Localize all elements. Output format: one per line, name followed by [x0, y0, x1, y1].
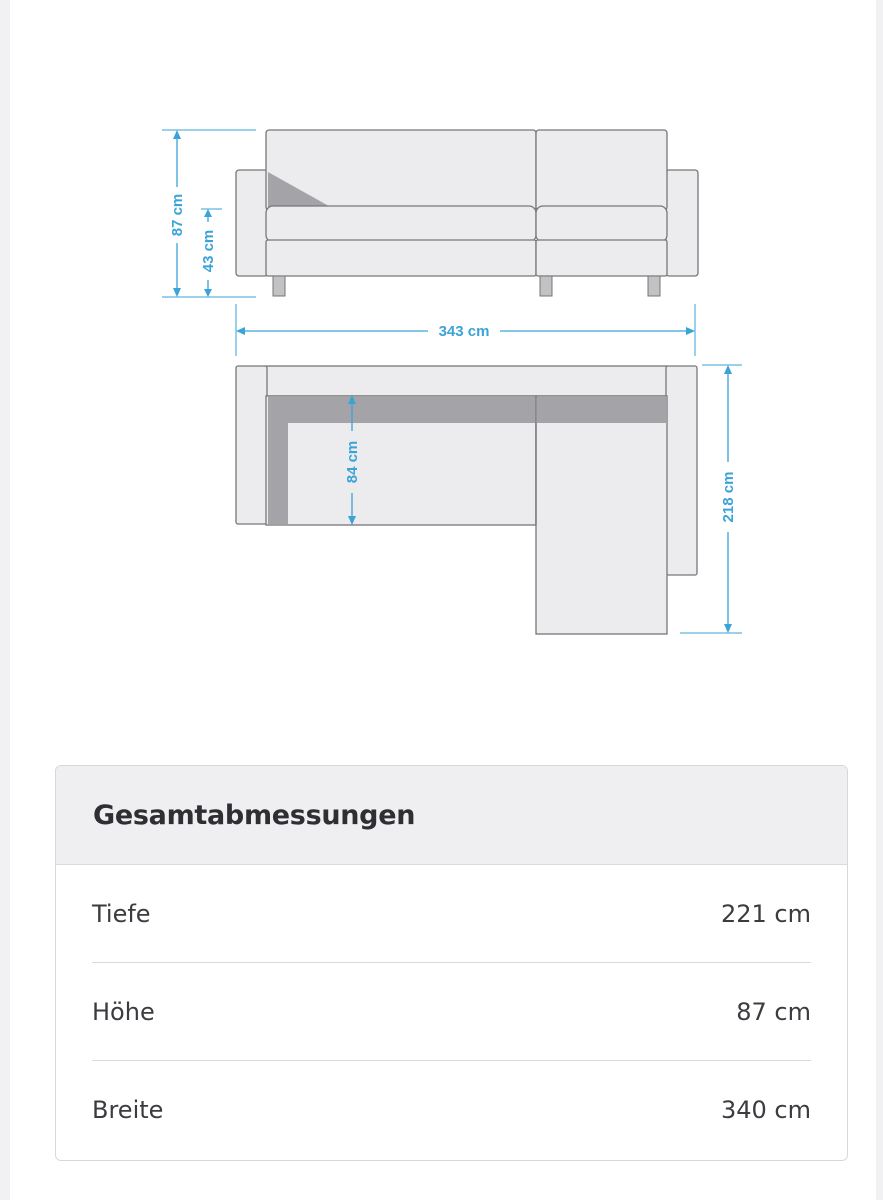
dimension-value: 221 cm	[720, 899, 811, 928]
sofa-top-view	[236, 366, 697, 634]
width-label: 343 cm	[438, 323, 490, 340]
seat-depth-label: 84 cm	[344, 440, 361, 484]
seat-height-label: 43 cm	[200, 229, 217, 273]
dimension-row-depth	[92, 865, 811, 963]
dimension-label: Höhe	[92, 997, 155, 1026]
dimension-row-height	[92, 963, 811, 1061]
sofa-front-view	[236, 130, 698, 296]
card-title: Gesamtabmessungen	[93, 799, 416, 831]
dimension-row-width	[92, 1061, 811, 1158]
dimension-label: Breite	[92, 1095, 164, 1124]
card-header	[56, 766, 847, 865]
depth-label: 218 cm	[720, 471, 737, 523]
dimensions-list	[56, 865, 847, 1158]
total-height-label: 87 cm	[169, 193, 186, 237]
dimension-label: Tiefe	[92, 899, 151, 928]
overall-dimensions-card	[55, 765, 848, 1161]
dimension-value: 87 cm	[736, 997, 811, 1026]
product-page	[10, 0, 876, 1200]
sofa-dimension-diagram	[10, 0, 883, 700]
dimension-value: 340 cm	[720, 1095, 811, 1124]
